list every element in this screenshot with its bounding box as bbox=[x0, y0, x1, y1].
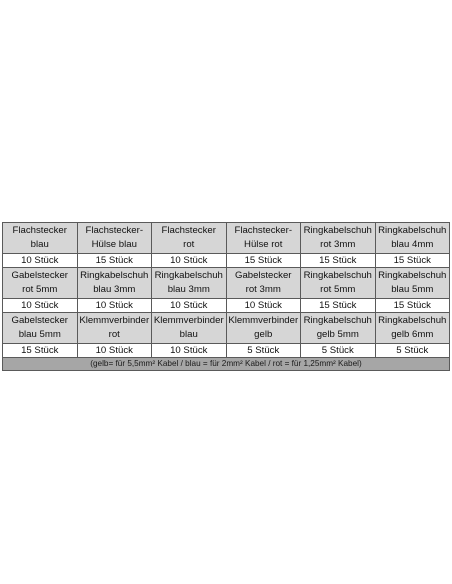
table-cell bbox=[375, 223, 450, 254]
product-table-body bbox=[3, 223, 450, 371]
table-cell bbox=[3, 268, 78, 299]
table-cell bbox=[77, 223, 152, 254]
quantity-cell: 15 Stück bbox=[226, 254, 301, 268]
quantity-cell: 10 Stück bbox=[152, 254, 227, 268]
table-cell bbox=[301, 268, 376, 299]
cell-line-2: rot 3mm bbox=[320, 239, 356, 250]
cell-line-2: blau bbox=[30, 239, 49, 250]
table-cell bbox=[3, 313, 78, 344]
table-cell bbox=[226, 223, 301, 254]
cell-line-2: blau 3mm bbox=[167, 284, 210, 295]
cell-line-2: gelb 5mm bbox=[316, 329, 359, 340]
table-row-quantities bbox=[3, 344, 450, 358]
cell-line-1: Klemmverbinder bbox=[153, 315, 224, 326]
quantity-cell: 10 Stück bbox=[152, 299, 227, 313]
cell-line-1: Flachstecker bbox=[12, 225, 67, 236]
cell-line-2: blau 5mm bbox=[391, 284, 434, 295]
quantity-cell: 15 Stück bbox=[301, 299, 376, 313]
table-row-quantities bbox=[3, 254, 450, 268]
table-row-names bbox=[3, 313, 450, 344]
quantity-cell: 10 Stück bbox=[152, 344, 227, 358]
cell-line-1: Flachstecker- bbox=[85, 225, 144, 236]
cell-line-1: Ringkabelschuh bbox=[303, 225, 372, 236]
table-cell bbox=[301, 313, 376, 344]
cell-line-1: Ringkabelschuh bbox=[378, 270, 447, 281]
cell-line-1: Gabelstecker bbox=[11, 270, 69, 281]
quantity-cell: 5 Stück bbox=[301, 344, 376, 358]
cell-line-2: blau 4mm bbox=[391, 239, 434, 250]
table-cell bbox=[77, 268, 152, 299]
table-cell bbox=[226, 313, 301, 344]
cell-line-2: Hülse rot bbox=[244, 239, 283, 250]
cell-line-1: Ringkabelschuh bbox=[154, 270, 223, 281]
cell-line-2: gelb bbox=[254, 329, 273, 340]
table-cell bbox=[3, 223, 78, 254]
cell-line-2: blau bbox=[179, 329, 198, 340]
cell-line-1: Gabelstecker bbox=[11, 315, 69, 326]
cable-color-note: (gelb= für 5,5mm² Kabel / blau = für 2mm² Kabel / rot = für 1,25mm² Kabel) bbox=[3, 358, 450, 371]
cell-line-1: Klemmverbinder bbox=[79, 315, 150, 326]
table-cell bbox=[301, 223, 376, 254]
cell-line-2: rot 5mm bbox=[22, 284, 58, 295]
cell-line-2: Hülse blau bbox=[91, 239, 137, 250]
quantity-cell: 15 Stück bbox=[77, 254, 152, 268]
table-row-note bbox=[3, 358, 450, 371]
table-row-names bbox=[3, 268, 450, 299]
table-cell bbox=[152, 223, 227, 254]
table-cell bbox=[375, 268, 450, 299]
table-cell bbox=[226, 268, 301, 299]
cell-line-1: Gabelstecker bbox=[234, 270, 292, 281]
cell-line-1: Flachstecker- bbox=[234, 225, 293, 236]
cell-line-1: Ringkabelschuh bbox=[378, 315, 447, 326]
quantity-cell: 10 Stück bbox=[77, 344, 152, 358]
cell-line-1: Ringkabelschuh bbox=[303, 270, 372, 281]
quantity-cell: 15 Stück bbox=[301, 254, 376, 268]
table-cell bbox=[375, 313, 450, 344]
quantity-cell: 5 Stück bbox=[375, 344, 450, 358]
cell-line-2: blau 5mm bbox=[18, 329, 61, 340]
quantity-cell: 10 Stück bbox=[226, 299, 301, 313]
cell-line-2: rot bbox=[108, 329, 120, 340]
table-cell bbox=[152, 313, 227, 344]
table-row-names bbox=[3, 223, 450, 254]
product-table bbox=[2, 222, 450, 371]
cell-line-2: rot 3mm bbox=[245, 284, 281, 295]
cell-line-1: Flachstecker bbox=[161, 225, 216, 236]
table-cell bbox=[152, 268, 227, 299]
table-row-quantities bbox=[3, 299, 450, 313]
cell-line-1: Klemmverbinder bbox=[228, 315, 299, 326]
quantity-cell: 5 Stück bbox=[226, 344, 301, 358]
quantity-cell: 10 Stück bbox=[3, 299, 78, 313]
cell-line-1: Ringkabelschuh bbox=[80, 270, 149, 281]
product-table-container bbox=[2, 222, 450, 371]
quantity-cell: 15 Stück bbox=[3, 344, 78, 358]
cell-line-2: rot 5mm bbox=[320, 284, 356, 295]
table-cell bbox=[77, 313, 152, 344]
quantity-cell: 15 Stück bbox=[375, 254, 450, 268]
quantity-cell: 15 Stück bbox=[375, 299, 450, 313]
cell-line-1: Ringkabelschuh bbox=[378, 225, 447, 236]
cell-line-2: rot bbox=[183, 239, 195, 250]
quantity-cell: 10 Stück bbox=[3, 254, 78, 268]
cell-line-2: blau 3mm bbox=[93, 284, 136, 295]
cell-line-1: Ringkabelschuh bbox=[303, 315, 372, 326]
cell-line-2: gelb 6mm bbox=[391, 329, 434, 340]
quantity-cell: 10 Stück bbox=[77, 299, 152, 313]
